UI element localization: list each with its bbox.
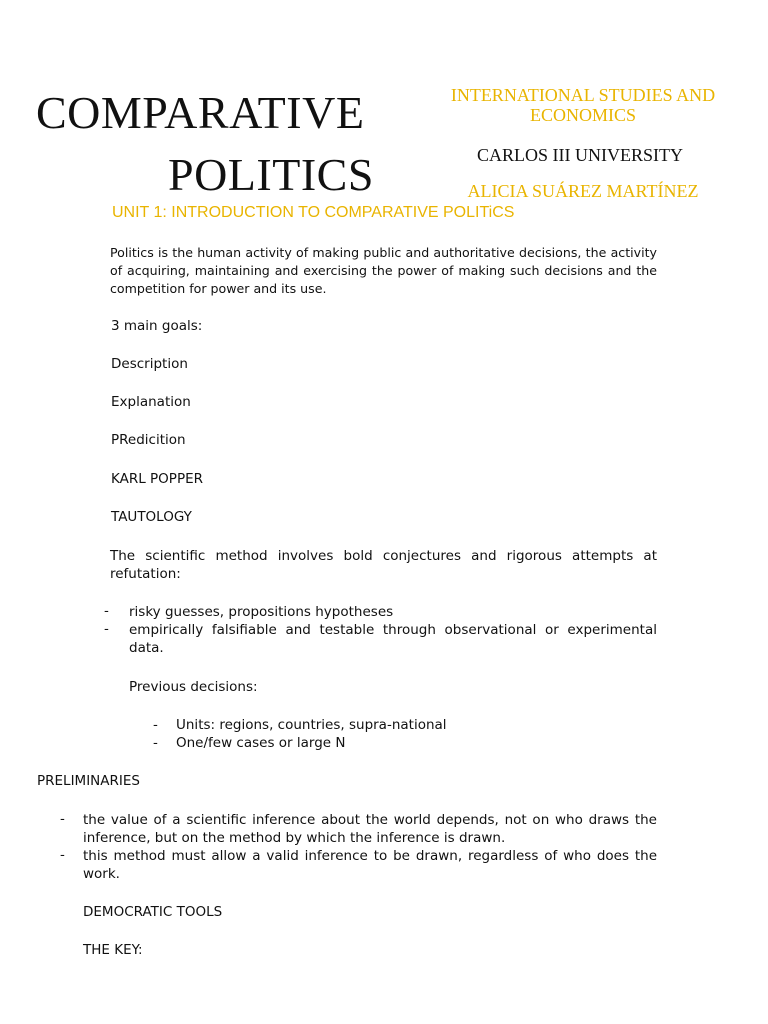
decision-bullet: Units: regions, countries, supra-national <box>176 717 447 733</box>
tautology-label: TAUTOLOGY <box>111 509 192 525</box>
scientific-method-paragraph: The scientific method involves bold conjectures and rigorous attempts at refutation: <box>110 548 657 582</box>
author-name: ALICIA SUÁREZ MARTÍNEZ <box>467 181 699 201</box>
previous-decisions-label: Previous decisions: <box>129 679 258 695</box>
program-name: INTERNATIONAL STUDIES AND ECONOMICS <box>450 85 716 125</box>
method-bullet: empirically falsifiable and testable through observational or experimental data. <box>129 622 657 656</box>
bullet-dash: - <box>60 811 65 827</box>
title-line-1: COMPARATIVE <box>36 87 365 138</box>
karl-popper-label: KARL POPPER <box>111 471 204 487</box>
bullet-dash: - <box>104 603 109 619</box>
method-bullet: risky guesses, propositions hypotheses <box>129 604 394 620</box>
goals-heading: 3 main goals: <box>111 318 203 334</box>
decision-bullet: One/few cases or large N <box>176 735 346 751</box>
title-line-2: POLITICS <box>168 149 374 200</box>
unit-heading: UNIT 1: INTRODUCTION TO COMPARATIVE POLITiCS <box>112 204 515 221</box>
bullet-dash: - <box>104 621 109 637</box>
preliminary-bullet: the value of a scientific inference about the world depends, not on who draws the inference, but on the method by which the inference is drawn. <box>83 812 657 846</box>
definition-paragraph: Politics is the human activity of making public and authoritative decisions, the activity of acquiring, maintaining and exercising the power of making such decisions and the competition for power and its use. <box>110 245 657 296</box>
bullet-dash: - <box>153 717 158 733</box>
goal-item: PRedicition <box>111 432 186 448</box>
the-key-label: THE KEY: <box>83 942 143 958</box>
bullet-dash: - <box>153 735 158 751</box>
university-name: CARLOS III UNIVERSITY <box>477 145 683 165</box>
bullet-dash: - <box>60 847 65 863</box>
democratic-tools-label: DEMOCRATIC TOOLS <box>83 904 223 920</box>
preliminary-bullet: this method must allow a valid inference to be drawn, regardless of who does the work. <box>83 848 657 882</box>
goal-item: Description <box>111 356 188 372</box>
goal-item: Explanation <box>111 394 191 410</box>
preliminaries-heading: PRELIMINARIES <box>37 773 140 789</box>
